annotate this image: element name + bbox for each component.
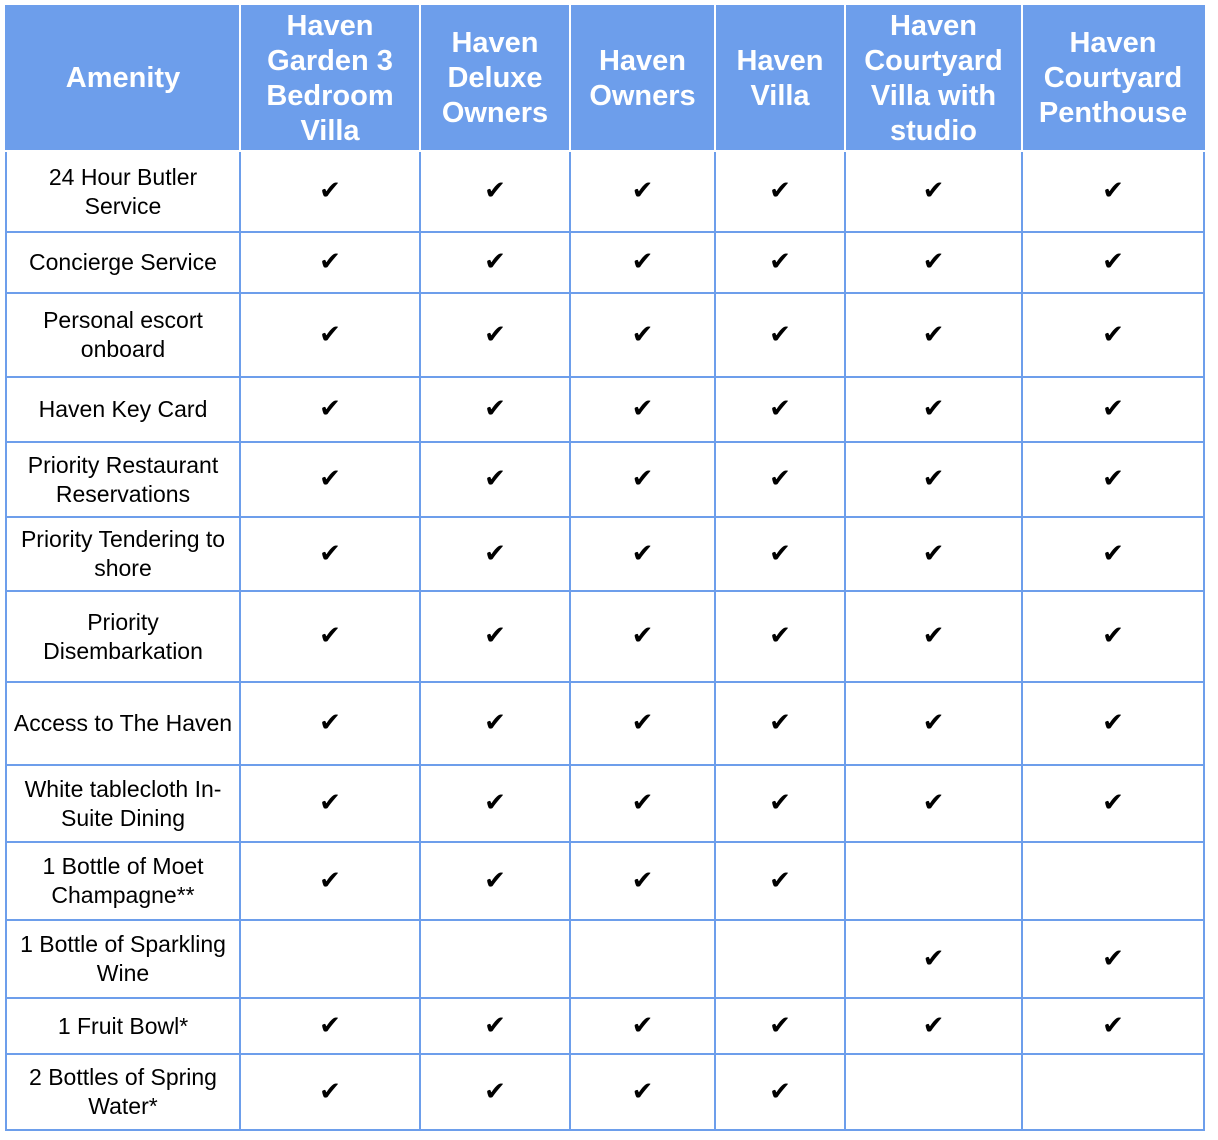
amenity-cell: White tablecloth In-Suite Dining [6,765,240,842]
availability-cell [420,998,570,1054]
checkmark-icon: ✔ [1102,1010,1124,1041]
checkmark-icon: ✔ [631,538,654,569]
checkmark-icon: ✔ [631,788,654,818]
column-header-owners: Haven Owners [570,6,715,151]
availability-cell [715,920,845,998]
amenity-cell: Personal escort onboard [6,293,240,377]
availability-cell [845,765,1022,842]
checkmark-icon: ✔ [631,394,654,424]
availability-cell [240,765,420,842]
availability-cell [1022,293,1204,377]
amenity-cell: 2 Bottles of Spring Water* [6,1054,240,1130]
availability-cell [845,377,1022,442]
table-row [6,998,1204,1054]
availability-cell [1022,517,1204,591]
checkmark-icon: ✔ [922,394,945,424]
availability-cell [420,682,570,765]
checkmark-icon: ✔ [484,394,506,424]
checkmark-icon: ✔ [631,621,654,651]
availability-cell [845,842,1022,920]
availability-cell [845,591,1022,682]
availability-cell [845,682,1022,765]
table-row [6,920,1204,998]
checkmark-icon: ✔ [1102,538,1124,569]
checkmark-icon: ✔ [484,708,506,738]
availability-cell [715,151,845,232]
availability-cell [715,442,845,517]
checkmark-icon: ✔ [769,319,791,350]
availability-cell [1022,682,1204,765]
availability-cell [1022,1054,1204,1130]
checkmark-icon: ✔ [631,708,654,738]
table-row [6,442,1204,517]
checkmark-icon: ✔ [769,621,791,651]
availability-cell [845,517,1022,591]
amenity-cell: 1 Fruit Bowl* [6,998,240,1054]
availability-cell [845,1054,1022,1130]
amenity-cell: Priority Tendering to shore [6,517,240,591]
checkmark-icon: ✔ [484,788,506,818]
amenity-comparison-table [5,5,1205,1131]
checkmark-icon: ✔ [484,319,506,350]
availability-cell [240,442,420,517]
availability-cell [420,377,570,442]
checkmark-icon: ✔ [319,538,341,569]
availability-cell [570,232,715,293]
column-header-courtyard-villa-studio: Haven Courtyard Villa with studio [845,6,1022,151]
availability-cell [570,293,715,377]
availability-cell [420,232,570,293]
checkmark-icon: ✔ [1102,943,1124,974]
availability-cell [420,842,570,920]
availability-cell [240,842,420,920]
checkmark-icon: ✔ [484,538,506,569]
checkmark-icon: ✔ [631,1010,654,1041]
checkmark-icon: ✔ [1102,319,1124,350]
checkmark-icon: ✔ [1102,621,1124,651]
amenity-cell: Priority Disembarkation [6,591,240,682]
availability-cell [570,765,715,842]
checkmark-icon: ✔ [922,319,945,350]
header-row [6,6,1204,151]
table-row [6,293,1204,377]
availability-cell [240,1054,420,1130]
checkmark-icon: ✔ [319,708,341,738]
availability-cell [1022,377,1204,442]
availability-cell [715,842,845,920]
checkmark-icon: ✔ [922,708,945,738]
table-body [6,151,1204,1130]
availability-cell [240,232,420,293]
availability-cell [240,517,420,591]
table-row [6,232,1204,293]
checkmark-icon: ✔ [1102,464,1124,494]
table-row [6,765,1204,842]
availability-cell [240,998,420,1054]
checkmark-icon: ✔ [484,247,506,277]
amenity-cell: 1 Bottle of Moet Champagne** [6,842,240,920]
availability-cell [715,765,845,842]
availability-cell [420,442,570,517]
checkmark-icon: ✔ [319,1076,341,1107]
checkmark-icon: ✔ [769,538,791,569]
checkmark-icon: ✔ [769,176,791,206]
checkmark-icon: ✔ [319,621,341,651]
checkmark-icon: ✔ [1102,708,1124,738]
amenity-comparison-table-wrapper [5,5,1205,1131]
availability-cell [1022,442,1204,517]
column-header-villa: Haven Villa [715,6,845,151]
availability-cell [1022,998,1204,1054]
availability-cell [715,517,845,591]
checkmark-icon: ✔ [769,247,791,277]
availability-cell [570,682,715,765]
checkmark-icon: ✔ [922,788,945,818]
availability-cell [570,842,715,920]
availability-cell [1022,591,1204,682]
availability-cell [240,682,420,765]
availability-cell [570,442,715,517]
availability-cell [715,377,845,442]
checkmark-icon: ✔ [922,1010,945,1041]
availability-cell [715,682,845,765]
checkmark-icon: ✔ [922,943,945,974]
availability-cell [1022,765,1204,842]
checkmark-icon: ✔ [1102,394,1124,424]
availability-cell [240,151,420,232]
checkmark-icon: ✔ [319,394,341,424]
checkmark-icon: ✔ [319,464,341,494]
availability-cell [845,920,1022,998]
availability-cell [240,920,420,998]
column-header-garden-3-bedroom-villa: Haven Garden 3 Bedroom Villa [240,6,420,151]
availability-cell [715,591,845,682]
availability-cell [420,765,570,842]
checkmark-icon: ✔ [631,464,654,494]
availability-cell [845,232,1022,293]
availability-cell [715,998,845,1054]
table-row [6,682,1204,765]
amenity-cell: Access to The Haven [6,682,240,765]
checkmark-icon: ✔ [922,247,945,277]
column-header-courtyard-penthouse: Haven Courtyard Penthouse [1022,6,1204,151]
checkmark-icon: ✔ [769,464,791,494]
availability-cell [715,1054,845,1130]
column-header-amenity: Amenity [6,6,240,151]
availability-cell [420,151,570,232]
availability-cell [1022,842,1204,920]
availability-cell [240,293,420,377]
availability-cell [845,442,1022,517]
checkmark-icon: ✔ [769,708,791,738]
availability-cell [570,377,715,442]
amenity-cell: 1 Bottle of Sparkling Wine [6,920,240,998]
checkmark-icon: ✔ [631,1076,654,1107]
availability-cell [420,293,570,377]
availability-cell [1022,920,1204,998]
availability-cell [1022,151,1204,232]
checkmark-icon: ✔ [631,865,654,896]
checkmark-icon: ✔ [1102,247,1124,277]
availability-cell [845,151,1022,232]
availability-cell [570,591,715,682]
availability-cell [420,517,570,591]
checkmark-icon: ✔ [484,1010,506,1041]
checkmark-icon: ✔ [319,788,341,818]
table-row [6,591,1204,682]
availability-cell [570,517,715,591]
checkmark-icon: ✔ [922,176,945,206]
checkmark-icon: ✔ [631,247,654,277]
availability-cell [420,591,570,682]
checkmark-icon: ✔ [484,1076,506,1107]
column-header-deluxe-owners: Haven Deluxe Owners [420,6,570,151]
availability-cell [1022,232,1204,293]
availability-cell [570,1054,715,1130]
availability-cell [240,591,420,682]
checkmark-icon: ✔ [319,319,341,350]
checkmark-icon: ✔ [1102,788,1124,818]
checkmark-icon: ✔ [922,538,945,569]
table-row [6,1054,1204,1130]
checkmark-icon: ✔ [769,1010,791,1041]
checkmark-icon: ✔ [484,176,506,206]
checkmark-icon: ✔ [484,865,506,896]
checkmark-icon: ✔ [319,1010,341,1041]
amenity-cell: 24 Hour Butler Service [6,151,240,232]
checkmark-icon: ✔ [1102,176,1124,206]
table-row [6,517,1204,591]
amenity-cell: Priority Restaurant Reservations [6,442,240,517]
availability-cell [845,998,1022,1054]
availability-cell [570,151,715,232]
amenity-cell: Haven Key Card [6,377,240,442]
availability-cell [240,377,420,442]
checkmark-icon: ✔ [484,464,506,494]
availability-cell [845,293,1022,377]
table-row [6,377,1204,442]
checkmark-icon: ✔ [769,394,791,424]
checkmark-icon: ✔ [922,621,945,651]
amenity-cell: Concierge Service [6,232,240,293]
table-row [6,842,1204,920]
checkmark-icon: ✔ [769,788,791,818]
checkmark-icon: ✔ [922,464,945,494]
availability-cell [715,232,845,293]
availability-cell [420,920,570,998]
availability-cell [715,293,845,377]
checkmark-icon: ✔ [319,176,341,206]
availability-cell [570,920,715,998]
checkmark-icon: ✔ [484,621,506,651]
checkmark-icon: ✔ [631,176,654,206]
checkmark-icon: ✔ [769,1076,791,1107]
checkmark-icon: ✔ [319,865,341,896]
table-row [6,151,1204,232]
checkmark-icon: ✔ [319,247,341,277]
availability-cell [420,1054,570,1130]
checkmark-icon: ✔ [631,319,654,350]
checkmark-icon: ✔ [769,865,791,896]
availability-cell [570,998,715,1054]
